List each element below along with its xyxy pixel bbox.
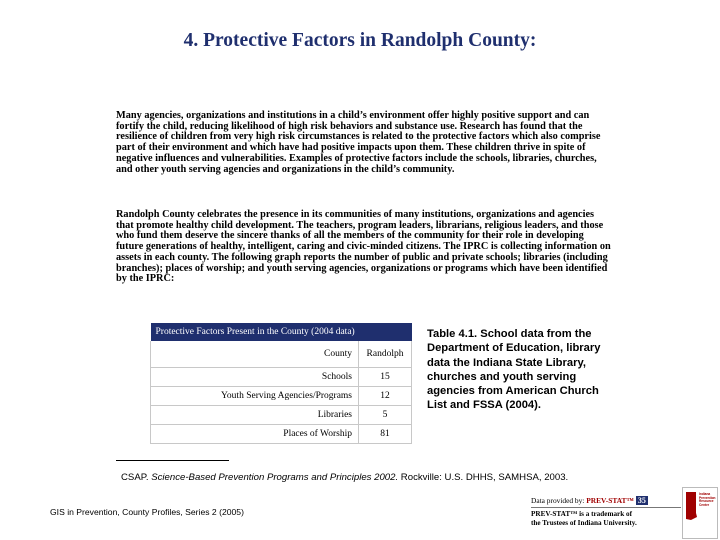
logo-text: Indiana Prevention Resource Center bbox=[699, 492, 716, 507]
credit-divider bbox=[531, 507, 681, 508]
table-row bbox=[151, 406, 412, 425]
table-row-value: 12 bbox=[359, 387, 412, 406]
footer-series: GIS in Prevention, County Profiles, Series 2 (2005) bbox=[50, 507, 244, 517]
page-number: 35 bbox=[637, 496, 646, 505]
footnote-divider bbox=[116, 460, 229, 461]
table-row-value: 5 bbox=[359, 406, 412, 425]
table-row-label: Places of Worship bbox=[151, 425, 359, 444]
page-title: 4. Protective Factors in Randolph County: bbox=[183, 30, 537, 51]
table-row bbox=[151, 368, 412, 387]
trademark-line-1: PREV-STAT™ is a trademark of bbox=[531, 510, 633, 519]
trademark-line-2: the Trustees of Indiana University. bbox=[531, 519, 637, 528]
table-header-label: County bbox=[151, 341, 359, 368]
footnote-suffix: Rockville: U.S. DHHS, SAMHSA, 2003. bbox=[398, 472, 569, 483]
footnote bbox=[121, 472, 568, 483]
footnote-prefix: CSAP. bbox=[121, 472, 152, 483]
table-row-label: Libraries bbox=[151, 406, 359, 425]
table-note: Table 4.1. School data from the Department of Education, library data the Indiana State Library, churches and youth serving agencies from American Church List and FSSA (2004). bbox=[427, 328, 601, 412]
intro-paragraph: Many agencies, organizations and institutions in a child’s environment offer highly positive support and can fortify the child, reducing likelihood of high risk behaviors and substance use. Research has found that the resilience of children from very high risk circumstances is related to the protective factors which also comprise part of their environment and which have had positive impacts upon them. These children thrive in spite of negative influences and vulnerabilities. Examples of protective factors include the schools, libraries, churches, and other youth serving agencies and organizations in the child’s community. bbox=[116, 110, 601, 175]
prev-stat-brand: PREV-STAT™ bbox=[586, 496, 634, 505]
county-paragraph: Randolph County celebrates the presence in its communities of many institutions, organizations and agencies that promote healthy child development. The teachers, program leaders, librarians, religious leaders, and those who fund them deserve the sincere thanks of all the members of the community for their role in developing future generations of healthy, intelligent, caring and civic-minded citizens. The IPRC is collecting information on assets in each county. The following graph reports the number of public and private schools; libraries (including branches); places of worship; and youth serving agencies, organizations or programs which have been identified by the IPRC: bbox=[116, 209, 611, 285]
table-header-row bbox=[151, 341, 412, 368]
table-row-value: 15 bbox=[359, 368, 412, 387]
table-row-value: 81 bbox=[359, 425, 412, 444]
table-header-value: Randolph bbox=[359, 341, 412, 368]
footnote-title: Science-Based Prevention Programs and Principles 2002. bbox=[151, 472, 399, 483]
prev-stat-lead: Data provided by: bbox=[531, 496, 587, 505]
prev-stat-credit bbox=[531, 496, 681, 529]
protective-factors-table bbox=[150, 323, 412, 444]
iprc-logo bbox=[682, 487, 718, 539]
table-row bbox=[151, 425, 412, 444]
table-row bbox=[151, 387, 412, 406]
table-row-label: Youth Serving Agencies/Programs bbox=[151, 387, 359, 406]
indiana-map-icon bbox=[685, 491, 698, 521]
table-caption: Protective Factors Present in the County (2004 data) bbox=[151, 323, 412, 341]
table-row-label: Schools bbox=[151, 368, 359, 387]
